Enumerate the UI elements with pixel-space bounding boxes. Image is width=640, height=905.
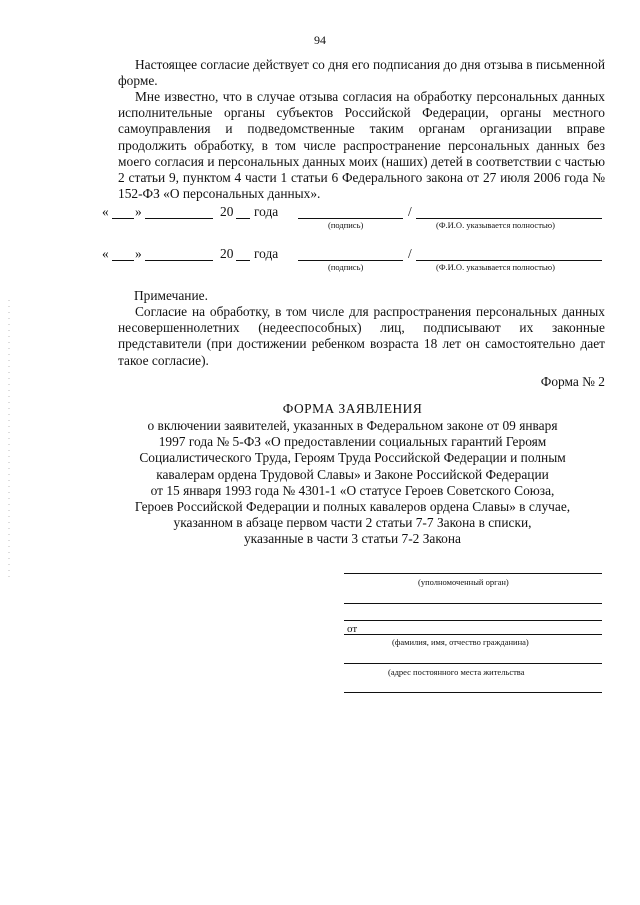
from-label: от xyxy=(347,623,358,635)
signature-caption: (подпись) xyxy=(328,262,364,272)
authority-line-2 xyxy=(344,603,602,604)
subtitle-line: Героев Российской Федерации и полных кавалеров ордена Славы» в случае, xyxy=(134,499,571,515)
year-suffix: года xyxy=(254,246,279,261)
full-name-caption: (Ф.И.О. указывается полностью) xyxy=(436,220,555,230)
year-blank xyxy=(236,260,250,261)
address-caption: (адрес постоянного места жительства xyxy=(388,667,525,677)
slash: / xyxy=(408,204,412,219)
form-subtitle xyxy=(100,418,605,548)
applicant-name-line xyxy=(344,634,602,635)
year-prefix: 20 xyxy=(220,246,234,261)
day-open-quote: « xyxy=(102,246,109,261)
signature-row-2 xyxy=(100,246,610,272)
address-line xyxy=(344,663,602,664)
authority-line-3 xyxy=(344,620,602,621)
signature-caption: (подпись) xyxy=(328,220,364,230)
form-title: ФОРМА ЗАЯВЛЕНИЯ xyxy=(282,401,423,416)
signature-line xyxy=(298,260,403,261)
full-name-line xyxy=(416,260,602,261)
subtitle-line: указанные в части 3 статьи 7-2 Закона xyxy=(243,531,461,547)
page-number: 94 xyxy=(314,33,326,47)
address-line-2 xyxy=(344,692,602,693)
revocation-paragraph: Мне известно, что в случае отзыва согласия на обработку персональных данных исполнительные органы субъектов Российской Федерации, органы местного самоуправления и подведомственные таким органам организации вправе продолжить обработку, в том числе распространение персональных данных без моего согласия и персональных данных моих (наших) детей в соответствии с частью 2 статьи 9, пунктом 4 части 1 статьи 6 Федерального закона от 27 июля 2006 года № 152-ФЗ «О персональных данных». xyxy=(118,89,605,202)
subtitle-line: 1997 года № 5-ФЗ «О предоставлении социальных гарантий Героям xyxy=(158,434,547,450)
form-number: Форма № 2 xyxy=(540,374,605,389)
day-close-quote: » xyxy=(135,246,142,261)
subtitle-line: кавалерам ордена Трудовой Славы» и Законе Российской Федерации xyxy=(156,466,549,482)
month-blank xyxy=(145,218,213,219)
note-text: Согласие на обработку, в том числе для распространения персональных данных несовершеннолетних (недееспособных) лиц, подписывают их законные представители (при достижении ребенком возраста 18 лет он самостоятельно дает такое согласие). xyxy=(118,304,605,368)
month-blank xyxy=(145,260,213,261)
year-blank xyxy=(236,218,250,219)
year-suffix: года xyxy=(254,204,279,219)
subtitle-line: указанном в абзаце первом части 2 статьи 7-7 Закона в списки, xyxy=(173,515,532,531)
signature-row-1 xyxy=(100,204,610,230)
full-name-line xyxy=(416,218,602,219)
signature-line xyxy=(298,218,403,219)
scan-margin-marks xyxy=(8,300,10,580)
applicant-name-caption: (фамилия, имя, отчество гражданина) xyxy=(392,637,529,647)
authority-caption: (уполномоченный орган) xyxy=(418,577,509,587)
slash: / xyxy=(408,246,412,261)
note-heading: Примечание. xyxy=(134,288,208,303)
day-close-quote: » xyxy=(135,204,142,219)
year-prefix: 20 xyxy=(220,204,234,219)
day-blank xyxy=(112,218,134,219)
full-name-caption: (Ф.И.О. указывается полностью) xyxy=(436,262,555,272)
authority-line xyxy=(344,573,602,574)
subtitle-line: Социалистического Труда, Героям Труда Российской Федерации и полным xyxy=(139,450,566,466)
subtitle-line: от 15 января 1993 года № 4301-1 «О статусе Героев Советского Союза, xyxy=(150,482,555,498)
day-blank xyxy=(112,260,134,261)
subtitle-line: о включении заявителей, указанных в Федеральном законе от 09 января xyxy=(147,418,558,433)
day-open-quote: « xyxy=(102,204,109,219)
validity-paragraph: Настоящее согласие действует со дня его подписания до дня отзыва в письменной форме. xyxy=(118,57,605,89)
